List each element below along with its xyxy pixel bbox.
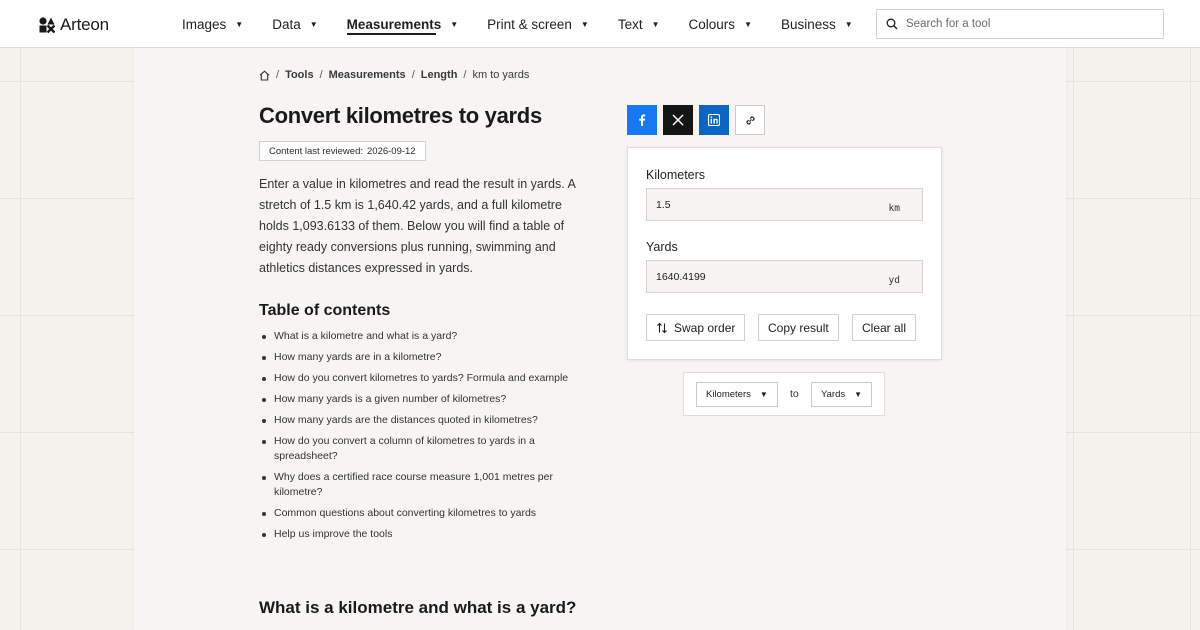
nav-item-label: Data — [272, 16, 301, 32]
toc-item[interactable] — [259, 470, 604, 500]
brand-logo-icon — [39, 17, 55, 33]
copy-result-button[interactable] — [758, 314, 839, 341]
nav-item-images[interactable] — [182, 0, 243, 48]
nav-item-label: Images — [182, 16, 227, 32]
home-icon[interactable] — [259, 70, 270, 81]
to-value-field[interactable] — [646, 260, 923, 293]
toc-item[interactable] — [259, 350, 604, 365]
to-unit-label: Yards — [646, 240, 678, 254]
caret-down-icon: ▼ — [744, 19, 752, 29]
toc-item[interactable] — [259, 506, 604, 521]
toc-link[interactable]: How do you convert kilometres to yards? Formula and example — [274, 372, 569, 384]
nav-item-print-screen[interactable] — [487, 0, 589, 48]
breadcrumb — [259, 69, 529, 81]
breadcrumb-item-tools[interactable]: Tools — [285, 69, 314, 81]
breadcrumb-item-length[interactable]: Length — [420, 69, 458, 81]
link-icon — [744, 114, 757, 127]
swap-arrows-icon — [656, 322, 668, 334]
breadcrumb-separator: / — [319, 69, 323, 81]
brand-logo[interactable] — [39, 15, 109, 35]
linkedin-icon — [708, 114, 720, 126]
from-unit-label: Kilometers — [646, 168, 706, 182]
copy-result-label: Copy result — [768, 320, 829, 335]
brand-name: Arteon — [60, 15, 109, 34]
nav-item-data[interactable] — [272, 0, 317, 48]
search-input[interactable] — [906, 18, 1146, 30]
nav-item-business[interactable] — [781, 0, 853, 48]
toc-link[interactable]: What is a kilometre and what is a yard? — [274, 330, 458, 342]
unit-selector-bar — [683, 372, 885, 416]
from-value-input[interactable] — [647, 199, 867, 211]
caret-down-icon: ▼ — [651, 19, 660, 29]
intro-paragraph: Enter a value in kilometres and read the result in yards. A stretch of 1.5 km is 1,640.42 yards, and a full kilometre holds 1,093.6133 of them. Below you will find a table of eighty ready conversions plus running, swimming and athletics distances expressed in yards. — [259, 177, 576, 275]
search-icon — [886, 18, 898, 30]
to-unit-suffix: yd — [888, 275, 900, 286]
from-value-field[interactable] — [646, 188, 923, 221]
toc-link[interactable]: Why does a certified race course measure 1,001 metres per kilometre? — [274, 471, 553, 498]
toc-item[interactable] — [259, 413, 604, 428]
toc-item[interactable] — [259, 434, 604, 464]
caret-down-icon: ▼ — [759, 390, 768, 399]
toc-item[interactable] — [259, 527, 604, 542]
section-heading: What is a kilometre and what is a yard? — [259, 598, 577, 617]
nav-item-label: Colours — [688, 16, 736, 32]
toc-title: Table of contents — [259, 302, 391, 319]
copy-link-button[interactable] — [735, 105, 765, 135]
review-badge — [259, 141, 426, 161]
facebook-icon — [636, 114, 648, 126]
to-unit-select-value: Yards — [821, 389, 846, 400]
caret-down-icon: ▼ — [309, 19, 318, 29]
to-value-input[interactable] — [647, 271, 867, 283]
toc-item[interactable] — [259, 371, 604, 386]
breadcrumb-current: km to yards — [472, 69, 530, 81]
nav-item-text[interactable] — [618, 0, 660, 48]
share-bar — [627, 105, 765, 135]
clear-all-button[interactable] — [852, 314, 916, 341]
top-header — [0, 0, 1200, 48]
clear-all-label: Clear all — [862, 320, 907, 335]
breadcrumb-item-measurements[interactable]: Measurements — [328, 69, 406, 81]
toc-item[interactable] — [259, 329, 604, 344]
caret-down-icon: ▼ — [854, 390, 863, 399]
toc-link[interactable]: How do you convert a column of kilometres to yards in a spreadsheet? — [274, 435, 535, 462]
swap-order-button[interactable] — [646, 314, 745, 341]
nav-item-label: Print & screen — [487, 16, 572, 32]
active-nav-indicator — [347, 33, 436, 35]
toc-link[interactable]: Common questions about converting kilometres to yards — [274, 507, 537, 519]
breadcrumb-separator: / — [463, 69, 467, 81]
converter-card — [627, 147, 942, 360]
share-facebook-button[interactable] — [627, 105, 657, 135]
to-unit-select[interactable] — [811, 382, 872, 407]
caret-down-icon: ▼ — [450, 19, 459, 29]
share-x-button[interactable] — [663, 105, 693, 135]
swap-order-label: Swap order — [674, 320, 736, 335]
nav-item-measurements[interactable] — [347, 0, 458, 48]
main-nav — [182, 0, 882, 48]
toc-link[interactable]: How many yards are the distances quoted in kilometres? — [274, 414, 538, 426]
nav-item-label: Text — [617, 16, 643, 32]
nav-item-colours[interactable] — [689, 0, 752, 48]
toc-link[interactable]: Help us improve the tools — [274, 528, 393, 540]
search-box[interactable] — [876, 9, 1164, 39]
nav-item-label: Measurements — [346, 16, 442, 32]
share-linkedin-button[interactable] — [699, 105, 729, 135]
x-icon — [672, 114, 684, 126]
review-date: 2026-09-12 — [367, 145, 416, 157]
caret-down-icon: ▼ — [580, 19, 589, 29]
toc-link[interactable]: How many yards is a given number of kilometres? — [274, 393, 507, 405]
review-label: Content last reviewed: — [269, 145, 363, 157]
breadcrumb-separator: / — [411, 69, 415, 81]
breadcrumb-separator: / — [276, 69, 280, 81]
nav-item-label: Business — [780, 16, 836, 32]
toc-item[interactable] — [259, 392, 604, 407]
from-unit-select-value: Kilometers — [706, 389, 751, 400]
page-title: Convert kilometres to yards — [259, 103, 542, 128]
caret-down-icon: ▼ — [844, 19, 853, 29]
from-unit-select[interactable] — [696, 382, 778, 407]
unit-selector-to-word: to — [790, 388, 799, 400]
table-of-contents — [259, 329, 604, 548]
caret-down-icon: ▼ — [235, 19, 244, 29]
from-unit-suffix: km — [888, 203, 900, 214]
toc-link[interactable]: How many yards are in a kilometre? — [274, 351, 442, 363]
